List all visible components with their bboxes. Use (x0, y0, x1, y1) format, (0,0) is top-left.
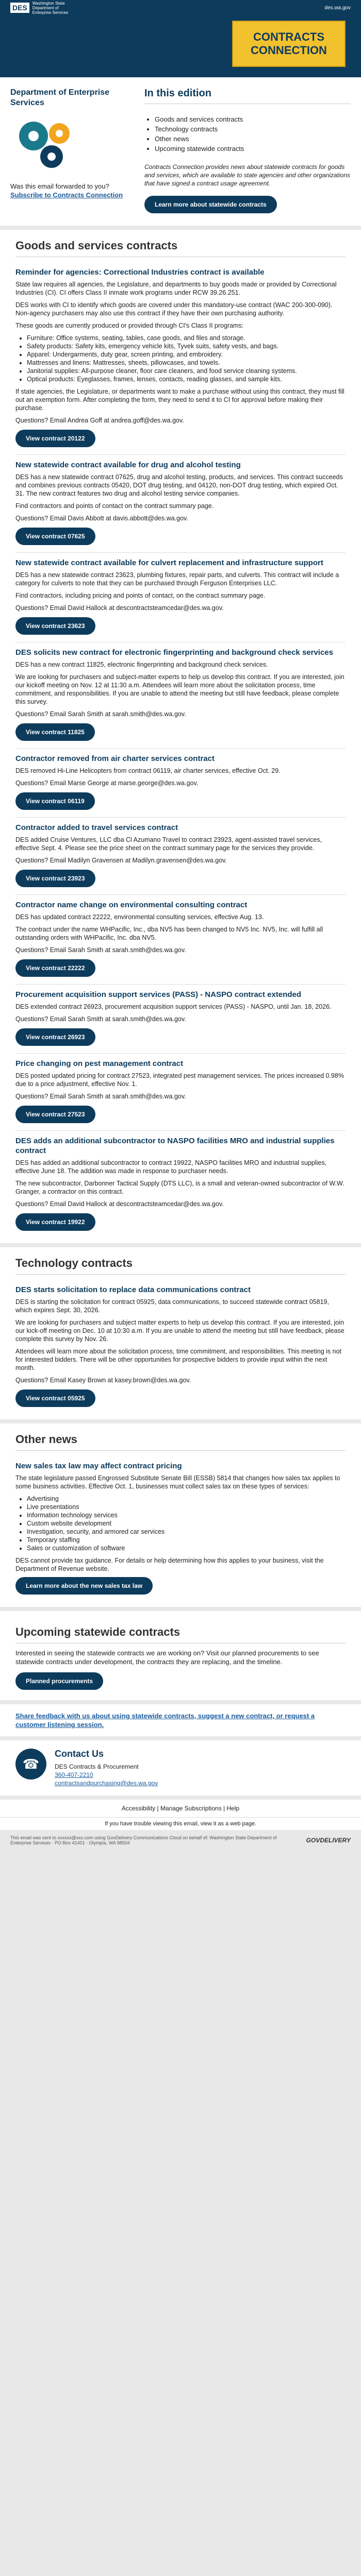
article (15, 749, 346, 818)
view-contract-button[interactable]: View contract 19922 (15, 1213, 95, 1231)
article-paragraph: DES has a new statewide contract 23623, plumbing fixtures, repair parts, and culverts. This contract will include a category for culverts to note that they can be purchased through Ferguson Enterprises LLC. (15, 571, 339, 587)
hero-title-line-1: CONTRACTS (253, 30, 325, 43)
article-list-item: • Sales or customization of software (27, 1544, 346, 1552)
footer-links[interactable]: Accessibility | Manage Subscriptions | Help (0, 1800, 361, 1817)
article-title: DES adds an additional subcontractor to NASPO facilities MRO and industrial supplies contract (15, 1137, 335, 1155)
article-list-item: • Investigation, security, and armored car services (27, 1528, 346, 1536)
contact-title: Contact Us (55, 1749, 104, 1759)
article-list-item: • Furniture: Office systems, seating, tables, case goods, and files and storage. (27, 334, 346, 342)
logo-line-3: Enterprise Services (32, 10, 69, 15)
article-question: Questions? Email Sarah Smith at sarah.smith@des.wa.gov. (15, 946, 186, 954)
article-paragraph: State law requires all agencies, the Legislature, and departments to buy goods made or provided by Correctional Industries (CI). CI offers Class II inmate work programs under RCW 39.26.251. (15, 281, 337, 296)
view-contract-button[interactable]: View contract 23623 (15, 617, 95, 635)
article (15, 985, 346, 1054)
article-paragraph: We are looking for purchasers and subject-matter experts to help us develop this contract. If you are interested, join our kickoff meeting on Nov. 12 at 11:30 a.m. Attendees will learn more about the solicitation process, time commitment, and responsibilities. If you are unable to attend the meeting but still have feedback, please complete this survey. (15, 673, 344, 705)
article-paragraph: DES has added an additional subcontractor to contract 19922, NASPO facilities MRO and industrial supplies, effective June 18. The addition was made in response to purchaser needs. (15, 1159, 327, 1175)
article (15, 642, 346, 749)
site-link[interactable]: des.wa.gov (324, 5, 351, 11)
gears-icon (10, 115, 83, 172)
edition-title: In this edition (144, 88, 351, 104)
view-contract-button[interactable]: View contract 22222 (15, 959, 95, 977)
subscribe-link[interactable]: Subscribe to Contracts Connection (10, 191, 123, 199)
article-list-item: • Temporary staffing (27, 1536, 346, 1544)
article-paragraph: DES posted updated pricing for contract 27523, integrated pest management services. The prices increased 0.98% due to a price adjustment, effective Nov. 1. (15, 1072, 344, 1088)
article-question: Questions? Email Madilyn Gravensen at Madilyn.gravensen@des.wa.gov. (15, 857, 227, 864)
article-paragraph: Find contractors, including pricing and points of contact, on the contract summary page. (15, 592, 266, 599)
article-paragraph: DES is starting the solicitation for contract 05925, data communications, to succeed statewide contract 05819, which expires Sept. 30, 2026. (15, 1298, 329, 1314)
article-list (27, 334, 346, 383)
article-title: Reminder for agencies: Correctional Industries contract is available (15, 268, 265, 277)
view-contract-button[interactable]: View contract 05925 (15, 1389, 95, 1407)
legal-footer (0, 1830, 361, 1851)
upcoming-text: Interested in seeing the statewide contracts we are working on? Visit our planned procurements to see statewide contracts under development, the contracts they are replacing, and the timeline. (15, 1649, 319, 1666)
article-title: New statewide contract available for drug and alcohol testing (15, 461, 241, 469)
article-title: DES solicits new contract for electronic fingerprinting and background check services (15, 648, 333, 657)
article-question: Questions? Email David Hallock at descontractsteamcedar@des.wa.gov. (15, 1200, 224, 1208)
article-paragraph: If state agencies, the Legislature, or departments want to make a purchase without using this contract, they must fill out an exemption form. After completing the form, they need to send it to CI for approval before making their purchase. (15, 388, 344, 412)
edition-item: • Technology contracts (155, 124, 351, 134)
intro-section (0, 77, 361, 226)
article-paragraph: DES has a new contract 11825, electronic fingerprinting and background check services. (15, 661, 268, 668)
newsletter-description: Contracts Connection provides news about statewide contracts for goods and services, which are available to state agencies and other organizations that have signed a contract usage agreement. (144, 163, 350, 187)
article (15, 1131, 346, 1238)
view-contract-button[interactable]: View contract 23923 (15, 870, 95, 887)
article-list-item: • Information technology services (27, 1511, 346, 1519)
org-name: Department of Enterprise Services (10, 88, 110, 107)
article-list-item: • Advertising (27, 1495, 346, 1503)
article-question: Questions? Email Kasey Brown at kasey.brown@des.wa.gov. (15, 1377, 191, 1384)
trouble-viewing-text[interactable]: If you have trouble viewing this email, view it as a web page. (0, 1817, 361, 1830)
article (15, 262, 346, 455)
article (15, 1280, 346, 1414)
article-paragraph: DES cannot provide tax guidance. For details or help determining how this applies to your business, visit the Department of Revenue website. (15, 1557, 324, 1572)
article-list-item: • Live presentations (27, 1503, 346, 1511)
contact-org: DES Contracts & Procurement (55, 1763, 139, 1770)
edition-item: • Goods and services contracts (155, 114, 351, 124)
article-title: DES starts solicitation to replace data communications contract (15, 1285, 251, 1294)
article-paragraph: We are looking for purchasers and subject matter experts to help us develop this contract. If you are interested, join our kick-off meeting on Dec. 10 at 10:30 a.m. If you are unable to attend the meeting but still have feedback, please complete this survey by Nov. 26. (15, 1319, 344, 1343)
article-paragraph: DES has updated contract 22222, environmental consulting services, effective Aug. 13. (15, 913, 264, 921)
hero-title-box (232, 21, 346, 67)
article-paragraph: Attendees will learn more about the solicitation process, time commitment, and responsibilities. This meeting is not for interested bidders. There will be other opportunities for prospective bidders to provide input within the next month. (15, 1348, 342, 1371)
article (15, 1054, 346, 1131)
logo-abbr: DES (10, 3, 29, 13)
view-contract-button[interactable]: View contract 06119 (15, 792, 95, 810)
article-paragraph: The state legislature passed Engrossed Substitute Senate Bill (ESSB) 5814 that changes how sales tax applies to some business activities. Effective Oct. 1, businesses must collect sales tax on these types of services: (15, 1475, 340, 1490)
article (15, 455, 346, 553)
govdelivery-logo: GOVDELIVERY (306, 1837, 351, 1844)
article-list-item: • Mattresses and linens: Mattresses, sheets, pillowcases, and towels. (27, 359, 346, 367)
article-question: Questions? Email Sarah Smith at sarah.smith@des.wa.gov. (15, 1015, 186, 1023)
article-list-item: • Janitorial supplies: All-purpose cleaner, floor care cleaners, and food service cleaning systems. (27, 367, 346, 375)
article-title: Contractor added to travel services contract (15, 823, 178, 832)
article-question: Questions? Email Sarah Smith at sarah.smith@des.wa.gov. (15, 1093, 186, 1100)
article (15, 553, 346, 642)
planned-procurements-button[interactable]: Planned procurements (15, 1672, 103, 1690)
goods-section-title: Goods and services contracts (15, 230, 346, 257)
article-paragraph: These goods are currently produced or provided through CI's Class II programs: (15, 322, 244, 329)
article-list (27, 1495, 346, 1552)
phone-icon: ☎ (15, 1749, 46, 1780)
article-paragraph: The new subcontractor, Darbonner Tactical Supply (DTS LLC), is a small and veteran-owned subcontractor of W.W. Granger, a contractor on this contract. (15, 1180, 344, 1195)
top-bar (0, 0, 361, 15)
article-paragraph: DES extended contract 26923, procurement acquisition support services (PASS) - NASPO, until Jan. 18, 2026. (15, 1003, 332, 1010)
learn-more-statewide-button[interactable]: Learn more about statewide contracts (144, 196, 277, 213)
view-contract-button[interactable]: Learn more about the new sales tax law (15, 1577, 153, 1595)
upcoming-section (0, 1611, 361, 1700)
news-section (0, 1423, 361, 1607)
article-title: Procurement acquisition support services (PASS) - NASPO contract extended (15, 990, 302, 999)
article-list-item: • Apparel: Undergarments, duty gear, screen printing, and embroidery. (27, 350, 346, 359)
article (15, 895, 346, 985)
des-logo[interactable] (10, 1, 68, 15)
view-contract-button[interactable]: View contract 20122 (15, 430, 95, 447)
article-list-item: • Custom website development (27, 1519, 346, 1528)
logo-line-2: Department of (32, 5, 59, 10)
article-question: Questions? Email Marse George at marse.george@des.wa.gov. (15, 779, 199, 787)
hero-title-line-2: CONNECTION (251, 44, 327, 57)
contact-section (0, 1740, 361, 1795)
article-paragraph: Find contractors and points of contact on the contract summary page. (15, 502, 214, 510)
view-contract-button[interactable]: View contract 07625 (15, 528, 95, 545)
article-paragraph: DES added Cruise Ventures, LLC dba Cl Azumano Travel to contract 23923, agent-assisted travel services, effective Sept. 4. Please see the price sheet on the contract summary page for the services they provide. (15, 836, 322, 852)
edition-list (155, 114, 351, 154)
article-title: New statewide contract available for culvert replacement and infrastructure support (15, 558, 323, 567)
article-question: Questions? Email David Hallock at descontractsteamcedar@des.wa.gov. (15, 604, 224, 612)
article-list-item: • Optical products: Eyeglasses, frames, lenses, contacts, reading glasses, and sample kits. (27, 375, 346, 383)
view-contract-button[interactable]: View contract 11825 (15, 723, 95, 741)
article-list-item: • Safety products: Safety kits, emergency vehicle kits, Tyvek suits, safety vests, and bags. (27, 342, 346, 350)
forwarded-text: Was this email forwarded to you? (10, 182, 109, 190)
logo-line-1: Washington State (32, 1, 65, 6)
goods-section (0, 230, 361, 1243)
edition-item: • Upcoming statewide contracts (155, 144, 351, 154)
contact-email[interactable]: contractsandpurchasing@des.wa.gov (55, 1780, 158, 1787)
article-title: Price changing on pest management contract (15, 1059, 184, 1068)
feedback-link[interactable]: Share feedback with us about using statewide contracts, suggest a new contract, or request a customer listening session. (15, 1712, 315, 1728)
article-question: Questions? Email Davis Abbott at davis.abbott@des.wa.gov. (15, 515, 188, 522)
article-paragraph: The contract under the name WHPacific, Inc., dba NV5 has been changed to NV5 Inc. NV5, Inc. will fulfill all outstanding orders with WHPacific, Inc. dba NV5. (15, 926, 323, 941)
upcoming-title: Upcoming statewide contracts (15, 1616, 346, 1643)
article-paragraph: DES works with CI to identify which goods are covered under this mandatory-use contract (WAC 200-300-090). Non-agency purchasers may also use this contract if they have their own purchasing authority. (15, 301, 333, 317)
article-title: Contractor removed from air charter services contract (15, 754, 215, 763)
legal-text: This email was sent to xxxxxx@xxx.com using GovDelivery Communications Cloud on behalf of: Washington State Department of Enterprise Services · PO Box 41401 · Olympia, WA 98504 (10, 1835, 277, 1845)
article-paragraph: DES has a new statewide contract 07625, drug and alcohol testing, products, and services. This contract succeeds and combines previous contracts 05420, DOT drug testing, and 04120, non-DOT drug testing, which expired Oct. 31. The new contract features two drug and alcohol testing service companies. (15, 473, 343, 497)
article-question: Questions? Email Sarah Smith at sarah.smith@des.wa.gov. (15, 710, 186, 718)
tech-section (0, 1247, 361, 1419)
tech-section-title: Technology contracts (15, 1247, 346, 1275)
article-question: Questions? Email Andrea Goff at andrea.goff@des.wa.gov. (15, 417, 184, 424)
edition-item: • Other news (155, 134, 351, 144)
view-contract-button[interactable]: View contract 26923 (15, 1028, 95, 1046)
view-contract-button[interactable]: View contract 27523 (15, 1106, 95, 1123)
feedback-section (0, 1704, 361, 1736)
hero-banner (0, 15, 361, 77)
contact-phone[interactable]: 360-407-2210 (55, 1771, 93, 1778)
news-section-title: Other news (15, 1423, 346, 1451)
article-paragraph: DES removed Hi-Line Helicopters from contract 06119, air charter services, effective Oct. 29. (15, 767, 281, 774)
article-title: New sales tax law may affect contract pricing (15, 1462, 182, 1470)
article-title: Contractor name change on environmental consulting contract (15, 901, 248, 909)
article (15, 1456, 346, 1602)
article (15, 818, 346, 895)
